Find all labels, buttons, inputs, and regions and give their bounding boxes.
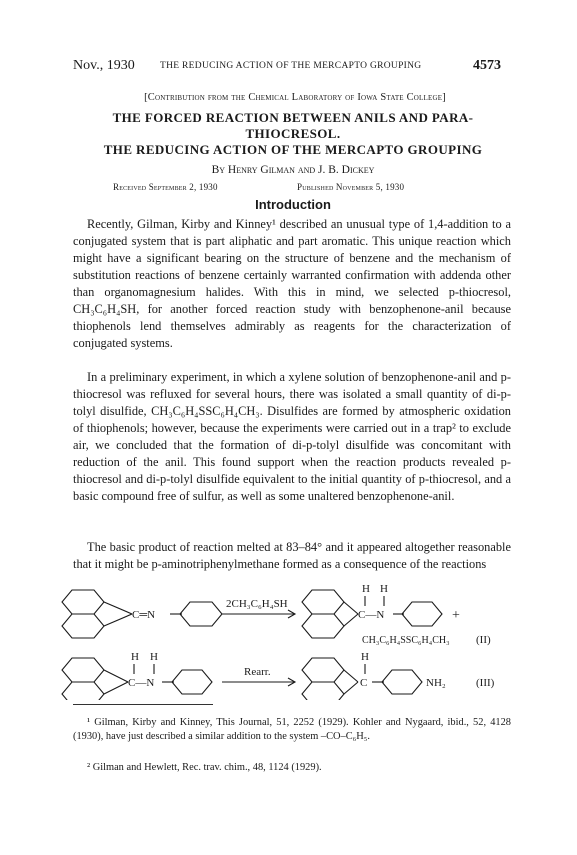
- footnote-1-text: ¹ Gilman, Kirby and Kinney, This Journal, 51, 2252 (1929). Kohler and Nygaard, ibid., 52, 4128 (1930), have just described a similar addition to the system –CO–C₆H₅.: [73, 717, 511, 742]
- paragraph-3: [73, 539, 511, 573]
- header-date: Nov., 1930: [73, 58, 135, 73]
- published-date: Published November 5, 1930: [297, 182, 405, 192]
- benzene-ring: [172, 670, 212, 694]
- benzene-ring: [302, 658, 344, 682]
- section-heading: Introduction: [255, 197, 331, 212]
- h-label: H: [380, 583, 388, 595]
- byline: By Henry Gilman and J. B. Dickey: [211, 164, 375, 176]
- paragraph-1-text: Recently, Gilman, Kirby and Kinney¹ described an unusual type of 1,4-addition to a conjugated system that is part aliphatic and part aromatic. This unique reaction which might have a significant bearing on the structure of benzene and the mechanism of substitution reactions of benzene certainly warranted confirmation with addenda other than organomagnesium halides. With this in mind, we selected p-thiocresol, CH₃C₆H₄SH, for another forced reaction study with benzophenone-anil because thiophenols lend themselves admirably as reagents for the characterization of conjugated systems.: [73, 217, 511, 350]
- benzene-ring: [302, 614, 344, 638]
- running-title: THE REDUCING ACTION OF THE MERCAPTO GROUPING: [160, 61, 422, 71]
- paragraph-3-text: The basic product of reaction melted at 83–84° and it appeared altogether reasonable that it might be p-aminotriphenylmethane formed as a consequence of the reactions: [73, 540, 511, 571]
- reagent-rearr: Rearr.: [244, 666, 271, 678]
- reagent-thiocresol: 2CH₃C₆H₄SH: [226, 598, 288, 610]
- c-eq-n-label: C═N: [132, 609, 156, 621]
- benzene-ring: [180, 602, 222, 626]
- reaction-scheme: [0, 580, 577, 700]
- h-label: H: [361, 651, 369, 663]
- h-label: H: [131, 651, 139, 663]
- footnote-2-text: ² Gilman and Hewlett, Rec. trav. chim., 48, 1124 (1929).: [87, 762, 322, 773]
- bond: [344, 614, 358, 626]
- bond: [104, 670, 128, 682]
- bond: [104, 602, 132, 614]
- c-label: C: [360, 677, 368, 689]
- benzene-ring: [302, 590, 344, 614]
- c-n-label: C—N: [358, 609, 385, 621]
- article-title: [73, 110, 513, 158]
- benzene-ring: [62, 590, 104, 614]
- footnote-1: [73, 716, 511, 744]
- footnote-2: [73, 761, 511, 775]
- benzene-ring: [402, 602, 442, 626]
- bond: [104, 614, 132, 626]
- equation-label-ii: (II): [476, 634, 491, 646]
- c-n-label: C—N: [128, 677, 155, 689]
- paragraph-1: [73, 216, 511, 352]
- equation-label-iii: (III): [476, 677, 495, 689]
- paragraph-2: [73, 369, 511, 505]
- disulfide-byproduct: CH₃C₆H₄SSC₆H₄CH₃: [362, 635, 450, 646]
- title-line-3: THE REDUCING ACTION OF THE MERCAPTO GROUPING: [103, 142, 483, 157]
- bond: [104, 682, 128, 694]
- plus-sign: +: [452, 608, 460, 623]
- title-line-2: THIOCRESOL.: [245, 126, 341, 141]
- page-number: 4573: [473, 58, 501, 73]
- paragraph-2-text: In a preliminary experiment, in which a xylene solution of benzophenone-anil and p-thiocresol was refluxed for several hours, there was isolated a small quantity of di-p-tolyl disulfide, CH₃C₆H₄SSC₆H₄CH₃. Disulfides are formed by atmospheric oxidation of thiophenols; however, because the experiments were carried out in a trap² to exclude air, we concluded that the formation of di-p-tolyl disulfide was concomitant with reduction of the anil. This found support when the reaction products revealed p-thiocresol and di-p-tolyl disulfide equivalent to the initial quantity of p-thiocresol, and a basic compound free of sulfur, as well as some unaltered benzophenone-anil.: [73, 370, 511, 503]
- benzene-ring: [382, 670, 422, 694]
- bond: [344, 670, 358, 682]
- footnote-rule: [73, 704, 213, 705]
- title-line-1: THE FORCED REACTION BETWEEN ANILS AND PARA-: [112, 110, 474, 125]
- h-label: H: [150, 651, 158, 663]
- benzene-ring: [62, 682, 104, 700]
- nh2-label: NH₂: [426, 677, 446, 689]
- benzene-ring: [302, 682, 344, 700]
- benzene-ring: [62, 658, 104, 682]
- benzene-ring: [62, 614, 104, 638]
- bond: [344, 682, 358, 694]
- bond: [344, 602, 358, 614]
- h-label: H: [362, 583, 370, 595]
- contribution-line: [Contribution from the Chemical Laboratory of Iowa State College]: [144, 92, 446, 103]
- received-date: Received September 2, 1930: [113, 182, 218, 192]
